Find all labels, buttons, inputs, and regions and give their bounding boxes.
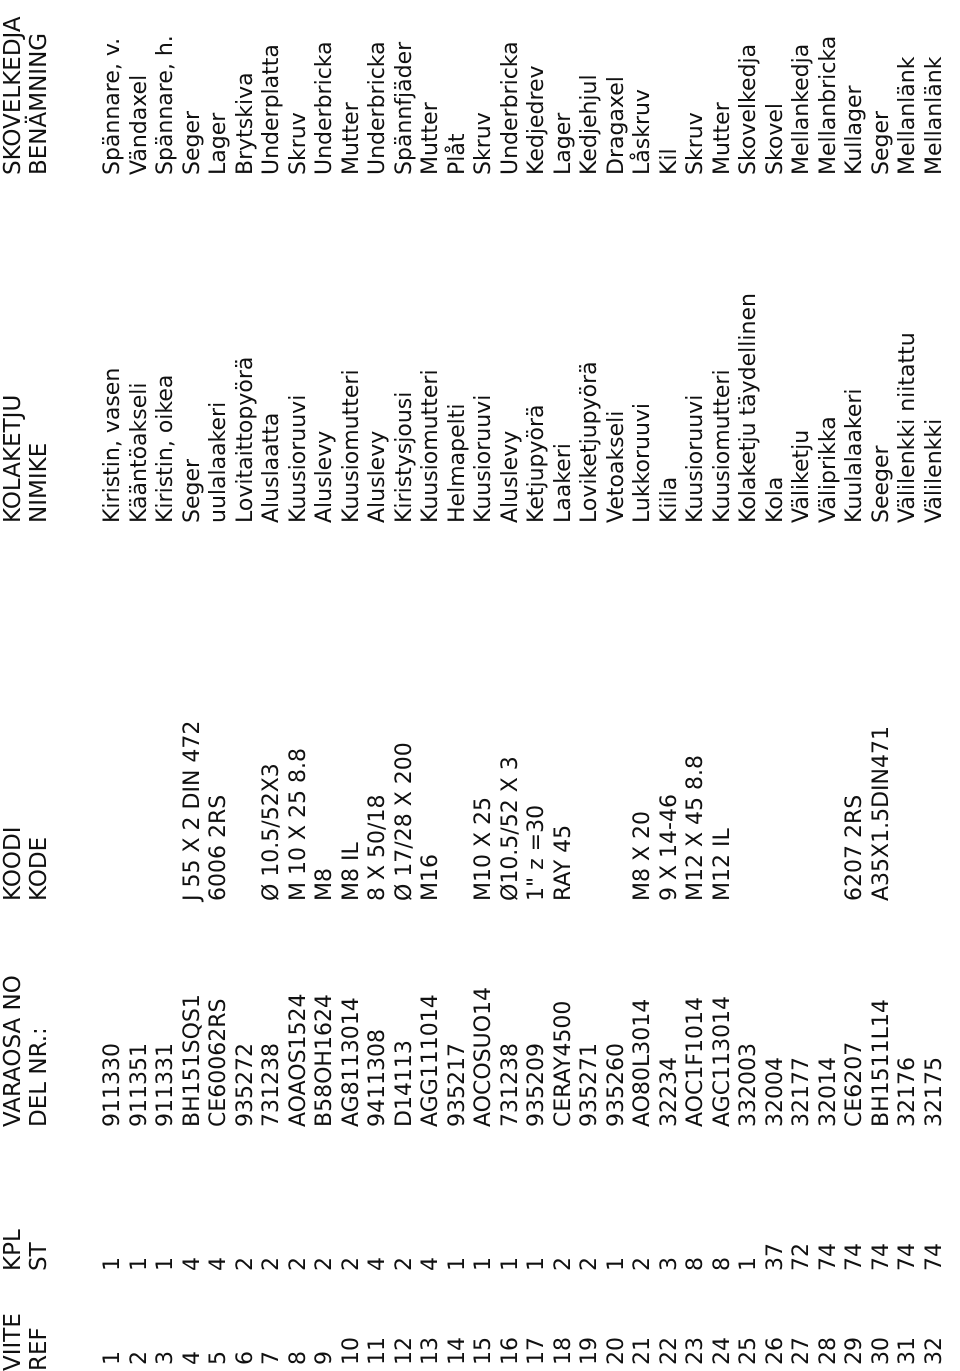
cell-ref: 27 (789, 1337, 814, 1365)
cell-qty: 74 (815, 1243, 841, 1271)
cell-name-sv: Spännfjäder (391, 41, 417, 175)
cell-ref: 16 (497, 1337, 523, 1365)
cell-name-sv: Seger (868, 110, 894, 175)
cell-part-number: 32234 (656, 1057, 682, 1127)
cell-name-fi: Väliketju (789, 429, 814, 523)
cell-name-fi: Kola (762, 476, 788, 523)
cell-qty: 4 (365, 1257, 390, 1271)
cell-ref: 31 (895, 1337, 920, 1365)
cell-qty: 72 (789, 1243, 814, 1271)
cell-name-fi: Vetoakseli (603, 410, 629, 523)
cell-code: Ø10.5/52 X 3 (497, 756, 523, 901)
cell-code: RAY 45 (550, 824, 576, 901)
cell-ref: 10 (338, 1337, 364, 1365)
cell-part-number: 935217 (444, 1043, 470, 1127)
cell-code: 9 X 14-46 (656, 794, 682, 901)
cell-name-sv: Skovel (762, 102, 788, 175)
cell-qty: 2 (550, 1257, 576, 1271)
cell-qty: 1 (471, 1257, 496, 1271)
cell-qty: 8 (709, 1257, 735, 1271)
cell-part-number: 911330 (100, 1043, 125, 1127)
cell-name-sv: Plåt (444, 133, 470, 175)
table-row (206, 0, 232, 1371)
table-row (551, 0, 577, 1371)
cell-name-fi: Ketjupyörä (524, 404, 549, 523)
cell-name-sv: Kedjehjul (577, 74, 602, 175)
cell-qty: 2 (312, 1257, 337, 1271)
cell-name-sv: Kedjedrev (524, 65, 549, 175)
cell-name-fi: Kiristysjousi (391, 391, 417, 523)
table-row (789, 0, 815, 1371)
cell-name-sv: Mutter (709, 102, 735, 175)
cell-ref: 32 (921, 1337, 947, 1365)
cell-qty: 74 (842, 1243, 867, 1271)
cell-name-sv: Underplatta (259, 44, 284, 175)
cell-ref: 23 (683, 1337, 708, 1365)
header-name-fi: KOLAKETJU NIMIKE (0, 394, 52, 523)
cell-ref: 25 (736, 1337, 761, 1365)
cell-ref: 3 (153, 1351, 178, 1365)
cell-qty: 1 (736, 1257, 761, 1271)
table-row (365, 0, 391, 1371)
cell-part-number: CE60062RS (206, 998, 231, 1127)
cell-name-sv: Skruv (683, 112, 708, 175)
cell-code: M16 (418, 854, 443, 901)
table-row (657, 0, 683, 1371)
table-row (392, 0, 418, 1371)
cell-ref: 6 (232, 1351, 258, 1365)
cell-name-sv: Lager (550, 112, 576, 175)
cell-name-sv: Skovelkedja (736, 43, 761, 175)
cell-part-number: 935209 (524, 1043, 549, 1127)
cell-ref: 5 (206, 1351, 231, 1365)
cell-name-fi: Kuusiomutteri (338, 369, 364, 523)
cell-name-fi: Kiila (656, 476, 682, 523)
table-row (630, 0, 656, 1371)
cell-code: 6006 2RS (206, 794, 231, 901)
header-part-number: VARAOSA NO DEL NR.: (0, 975, 52, 1127)
cell-name-fi: Lukkoruuvi (630, 402, 655, 523)
cell-name-fi: Seger (179, 458, 205, 523)
cell-part-number: 9411308 (365, 1029, 390, 1127)
cell-qty: 37 (762, 1243, 788, 1271)
cell-ref: 13 (418, 1337, 443, 1365)
cell-qty: 8 (683, 1257, 708, 1271)
cell-name-sv: Kil (656, 148, 682, 175)
table-row (683, 0, 709, 1371)
cell-ref: 17 (524, 1337, 549, 1365)
table-row (922, 0, 948, 1371)
cell-name-fi: Aluslevy (365, 430, 390, 523)
cell-name-fi: Aluslevy (497, 430, 523, 523)
cell-qty: 2 (391, 1257, 417, 1271)
cell-name-sv: Låskruv (630, 89, 655, 175)
table-row (577, 0, 603, 1371)
cell-qty: 2 (259, 1257, 284, 1271)
cell-qty: 4 (179, 1257, 205, 1271)
cell-qty: 2 (630, 1257, 655, 1271)
cell-qty: 2 (338, 1257, 364, 1271)
cell-name-fi: Kuusioruuvi (285, 394, 311, 523)
cell-qty: 1 (444, 1257, 470, 1271)
header-code: KOODI KODE (0, 826, 52, 901)
cell-qty: 1 (497, 1257, 523, 1271)
cell-name-sv: Mutter (418, 102, 443, 175)
cell-name-fi: Helmapelti (444, 403, 470, 523)
table-row (842, 0, 868, 1371)
cell-name-fi: Lovitaittopyörä (232, 356, 258, 523)
cell-code: M8 (312, 868, 337, 901)
table-row (524, 0, 550, 1371)
table-row (604, 0, 630, 1371)
cell-part-number: B58OH1624 (312, 994, 337, 1127)
cell-name-sv: Mellanbricka (815, 35, 841, 175)
cell-name-fi: Laakeri (550, 443, 576, 523)
table-row (286, 0, 312, 1371)
cell-name-fi: Kiristin, vasen (100, 367, 125, 523)
cell-part-number: AOCOSUO14 (471, 986, 496, 1127)
cell-code: 1" z =30 (524, 804, 549, 901)
cell-name-sv: Kullager (842, 85, 867, 175)
cell-ref: 15 (471, 1337, 496, 1365)
cell-part-number: D14113 (391, 1040, 417, 1127)
table-row (180, 0, 206, 1371)
cell-qty: 74 (921, 1243, 947, 1271)
cell-name-fi: Välilenkki niitattu (895, 332, 920, 523)
cell-ref: 8 (285, 1351, 311, 1365)
cell-qty: 1 (524, 1257, 549, 1271)
cell-qty: 4 (418, 1257, 443, 1271)
cell-code: J 55 X 2 DIN 472 (179, 720, 205, 901)
table-row (312, 0, 338, 1371)
table-row (763, 0, 789, 1371)
cell-ref: 26 (762, 1337, 788, 1365)
cell-part-number: CE6207 (842, 1041, 867, 1127)
cell-ref: 30 (868, 1337, 894, 1365)
cell-ref: 19 (577, 1337, 602, 1365)
cell-qty: 2 (232, 1257, 258, 1271)
cell-ref: 21 (630, 1337, 655, 1365)
cell-qty: 1 (126, 1257, 152, 1271)
cell-name-fi: Kääntöakseli (126, 382, 152, 523)
table-row (418, 0, 444, 1371)
table-row (339, 0, 365, 1371)
table-row (869, 0, 895, 1371)
cell-qty: 2 (577, 1257, 602, 1271)
cell-part-number: BH151SQS1 (179, 994, 205, 1127)
cell-ref: 9 (312, 1351, 337, 1365)
cell-part-number: AGG111014 (418, 994, 443, 1127)
cell-ref: 14 (444, 1337, 470, 1365)
table-row (127, 0, 153, 1371)
cell-name-fi: uulalaakeri (206, 401, 231, 523)
header-qty: KPL ST (0, 1229, 52, 1271)
cell-part-number: BH1511L14 (868, 999, 894, 1127)
cell-code: Ø 10.5/52X3 (259, 763, 284, 901)
cell-name-fi: Loviketjupyörä (577, 361, 602, 523)
cell-ref: 22 (656, 1337, 682, 1365)
cell-code: 6207 2RS (842, 794, 867, 901)
cell-name-sv: Mellanlänk (895, 56, 920, 175)
cell-ref: 24 (709, 1337, 735, 1365)
cell-name-sv: Spännare, h. (153, 35, 178, 175)
cell-code: M10 X 25 (471, 796, 496, 901)
cell-name-fi: Kuusiomutteri (709, 369, 735, 523)
cell-name-sv: Mutter (338, 102, 364, 175)
cell-part-number: 935271 (577, 1043, 602, 1127)
cell-name-sv: Brytskiva (232, 72, 258, 175)
cell-ref: 18 (550, 1337, 576, 1365)
table-header (0, 0, 70, 1371)
table-row (710, 0, 736, 1371)
cell-code: M12 IL (709, 828, 735, 901)
cell-name-fi: Kuusioruuvi (683, 394, 708, 523)
cell-code: M 10 X 25 8.8 (285, 747, 311, 901)
cell-part-number: 332003 (736, 1043, 761, 1127)
table-row (153, 0, 179, 1371)
cell-qty: 3 (656, 1257, 682, 1271)
cell-qty: 2 (285, 1257, 311, 1271)
cell-ref: 20 (603, 1337, 629, 1365)
table-row (816, 0, 842, 1371)
cell-ref: 28 (815, 1337, 841, 1365)
cell-qty: 74 (895, 1243, 920, 1271)
cell-ref: 11 (365, 1337, 390, 1365)
table-row (736, 0, 762, 1371)
table-row (471, 0, 497, 1371)
cell-part-number: AGC113014 (709, 995, 735, 1127)
header-name-sv: SKOVELKEDJA BENÄMNING (0, 16, 52, 175)
cell-part-number: 911331 (153, 1043, 178, 1127)
cell-part-number: AG8113014 (338, 997, 364, 1127)
cell-name-fi: Kuusioruuvi (471, 394, 496, 523)
cell-part-number: 731238 (497, 1043, 523, 1127)
table-row (498, 0, 524, 1371)
cell-code: M8 X 20 (630, 810, 655, 901)
cell-ref: 12 (391, 1337, 417, 1365)
cell-qty: 1 (603, 1257, 629, 1271)
cell-part-number: 935260 (603, 1043, 629, 1127)
cell-name-fi: Kiristin, oikea (153, 374, 178, 523)
cell-code: M8 IL (338, 842, 364, 901)
table-row (100, 0, 126, 1371)
cell-name-fi: Aluslevy (312, 430, 337, 523)
cell-name-fi: Seeger (868, 445, 894, 523)
cell-name-sv: Vändaxel (126, 74, 152, 175)
cell-name-sv: Mellankedja (789, 43, 814, 175)
cell-name-sv: Skruv (285, 112, 311, 175)
cell-name-sv: Lager (206, 112, 231, 175)
cell-name-fi: Välilenkki (921, 418, 947, 523)
cell-qty: 74 (868, 1243, 894, 1271)
cell-part-number: AOC1F1014 (683, 997, 708, 1127)
cell-name-fi: Kuusiomutteri (418, 369, 443, 523)
cell-qty: 1 (153, 1257, 178, 1271)
cell-name-sv: Underbricka (365, 41, 390, 175)
cell-ref: 2 (126, 1351, 152, 1365)
cell-part-number: 731238 (259, 1043, 284, 1127)
cell-code: M12 X 45 8.8 (683, 754, 708, 901)
cell-part-number: 935272 (232, 1043, 258, 1127)
cell-qty: 4 (206, 1257, 231, 1271)
cell-ref: 1 (100, 1351, 125, 1365)
table-row (445, 0, 471, 1371)
table-row (895, 0, 921, 1371)
cell-code: Ø 17/28 X 200 (391, 742, 417, 901)
header-ref: VIITE REF (0, 1313, 52, 1371)
cell-name-sv: Seger (179, 110, 205, 175)
cell-ref: 7 (259, 1351, 284, 1365)
cell-name-fi: Kolaketju täydellinen (736, 293, 761, 523)
cell-code: 8 X 50/18 (365, 794, 390, 901)
cell-name-fi: Kuulalaakeri (842, 388, 867, 523)
cell-part-number: AOAOS1524 (285, 993, 311, 1127)
cell-name-sv: Dragaxel (603, 76, 629, 175)
cell-part-number: 32175 (921, 1057, 947, 1127)
table-row (259, 0, 285, 1371)
cell-part-number: 32014 (815, 1057, 841, 1127)
cell-part-number: 32004 (762, 1057, 788, 1127)
cell-name-sv: Skruv (471, 112, 496, 175)
cell-name-sv: Underbricka (497, 41, 523, 175)
cell-part-number: 911351 (126, 1043, 152, 1127)
cell-code: A35X1.5DIN471 (868, 726, 894, 901)
cell-part-number: 32177 (789, 1057, 814, 1127)
cell-name-sv: Spännare, v. (100, 37, 125, 175)
cell-name-fi: Aluslaatta (259, 412, 284, 523)
cell-name-sv: Underbricka (312, 41, 337, 175)
table-row (233, 0, 259, 1371)
cell-ref: 29 (842, 1337, 867, 1365)
cell-part-number: AO80L3014 (630, 998, 655, 1127)
cell-name-sv: Mellanlänk (921, 56, 947, 175)
cell-ref: 4 (179, 1351, 205, 1365)
cell-name-fi: Väliprikka (815, 416, 841, 523)
cell-qty: 1 (100, 1257, 125, 1271)
cell-part-number: 32176 (895, 1057, 920, 1127)
cell-part-number: CERAY4500 (550, 1000, 576, 1127)
